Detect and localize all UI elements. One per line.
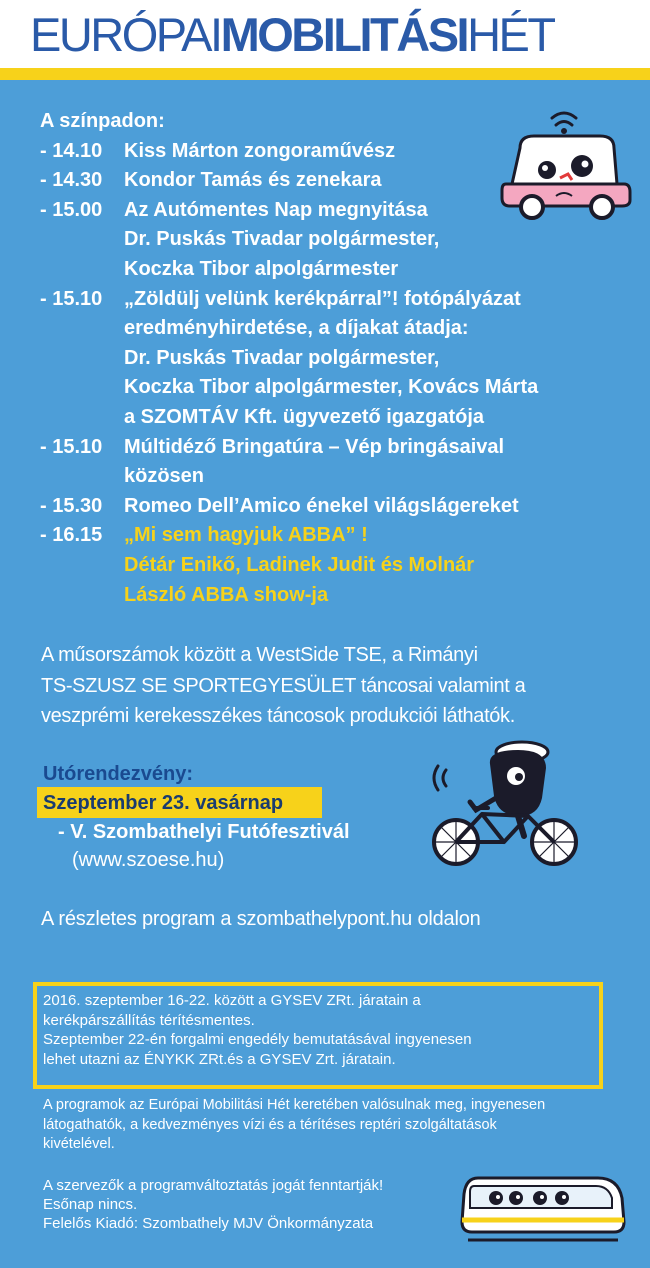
title-part-het: HÉT [467, 8, 554, 61]
program-desc-line: Romeo Dell’Amico énekel világslágereket [124, 494, 519, 517]
program-desc-line: közösen [124, 465, 205, 488]
footer-closing-line: A szervezők a programváltoztatás jogát fenntartják! [43, 1177, 384, 1194]
program-desc-line: Kiss Márton zongoraművész [124, 139, 396, 162]
program-time: - 16.15 [40, 524, 103, 547]
program-time: - 14.30 [40, 169, 103, 192]
follow-up-url[interactable]: (www.szoese.hu) [72, 849, 225, 871]
paragraph-line: TS-SZUSZ SE SPORTEGYESÜLET táncosai valamint a [41, 674, 526, 697]
program-desc-line: Múltidéző Bringatúra – Vép bringásaival [124, 435, 505, 458]
follow-up-date: Szeptember 23. vasárnap [43, 792, 284, 814]
program-item [40, 137, 640, 167]
program-heading: A színpadon: [40, 110, 165, 132]
footer-closing-line: Esőnap nincs. [43, 1196, 138, 1213]
program-item [40, 285, 640, 433]
program-desc-line: eredményhirdetése, a díjakat átadja: [124, 317, 469, 340]
footer-closing-line: Felelős Kiadó: Szombathely MJV Önkormányzata [43, 1215, 374, 1232]
program-item [40, 166, 640, 196]
follow-up-event: - V. Szombathelyi Futófesztivál [58, 821, 350, 843]
program-desc-line: László ABBA show-ja [124, 583, 329, 606]
program-desc-line: a SZOMTÁV Kft. ügyvezető igazgatója [124, 405, 485, 428]
header [0, 0, 650, 68]
program-time: - 15.30 [40, 494, 103, 517]
notice-line: kerékpárszállítás térítésmentes. [43, 1011, 255, 1029]
footer-info-line: látogathatók, a kedvezményes vízi és a térítéses reptéri szolgáltatások [43, 1116, 497, 1133]
program-desc-line: „Mi sem hagyjuk ABBA” ! [124, 524, 368, 547]
program-time: - 14.10 [40, 139, 103, 162]
program-time: - 15.00 [40, 198, 103, 221]
program-desc-line: „Zöldülj velünk kerékpárral”! fotópályázat [124, 287, 521, 310]
program-item-highlight [40, 521, 640, 610]
tram-illustration-icon [458, 1172, 628, 1244]
notice-line: Szeptember 22-én forgalmi engedély bemutatásával ingyenesen [43, 1031, 472, 1048]
program-desc-line: Dr. Puskás Tivadar polgármester, [124, 346, 440, 369]
notice-box-text [43, 991, 603, 1069]
program-item [40, 196, 640, 285]
footer-closing [43, 1176, 493, 1233]
performers-paragraph [41, 640, 641, 732]
title-part-europai: EURÓPAI [30, 8, 221, 61]
notice-line: lehet utazni az ÉNYKK ZRt.és a GYSEV Zrt. járatain. [43, 1050, 396, 1068]
page-title [30, 9, 554, 61]
header-yellow-band [0, 68, 650, 80]
footer-info-line: A programok az Európai Mobilitási Hét keretében valósulnak meg, ingyenesen [43, 1097, 546, 1113]
follow-up-title: Utórendezvény: [43, 763, 194, 785]
program-desc-line: Détár Enikő, Ladinek Judit és Molnár [124, 553, 475, 576]
title-part-mobilitasi: MOBILITÁSI [220, 8, 468, 61]
program-desc-line: Koczka Tibor alpolgármester, Kovács Márta [124, 376, 539, 399]
details-line: A részletes program a szombathelypont.hu oldalon [41, 908, 481, 930]
program-desc-line: Koczka Tibor alpolgármester [124, 257, 399, 280]
paragraph-line: A műsorszámok között a WestSide TSE, a Rimányi [41, 644, 478, 666]
program-list [40, 107, 640, 610]
cyclist-illustration-icon [418, 738, 588, 868]
program-time: - 15.10 [40, 435, 103, 458]
program-desc-line: Az Autómentes Nap megnyitása [124, 198, 428, 221]
footer-info-line: kivételével. [43, 1136, 115, 1152]
program-desc-line: Dr. Puskás Tivadar polgármester, [124, 228, 440, 251]
footer-info [43, 1096, 613, 1155]
notice-line: 2016. szeptember 16-22. között a GYSEV ZRt. járatain a [43, 992, 421, 1009]
program-item [40, 433, 640, 492]
program-item [40, 492, 640, 522]
paragraph-line: veszprémi kerekesszékes táncosok produkciói láthatók. [41, 705, 515, 727]
program-desc-line: Kondor Tamás és zenekara [124, 169, 382, 192]
program-time: - 15.10 [40, 287, 103, 310]
